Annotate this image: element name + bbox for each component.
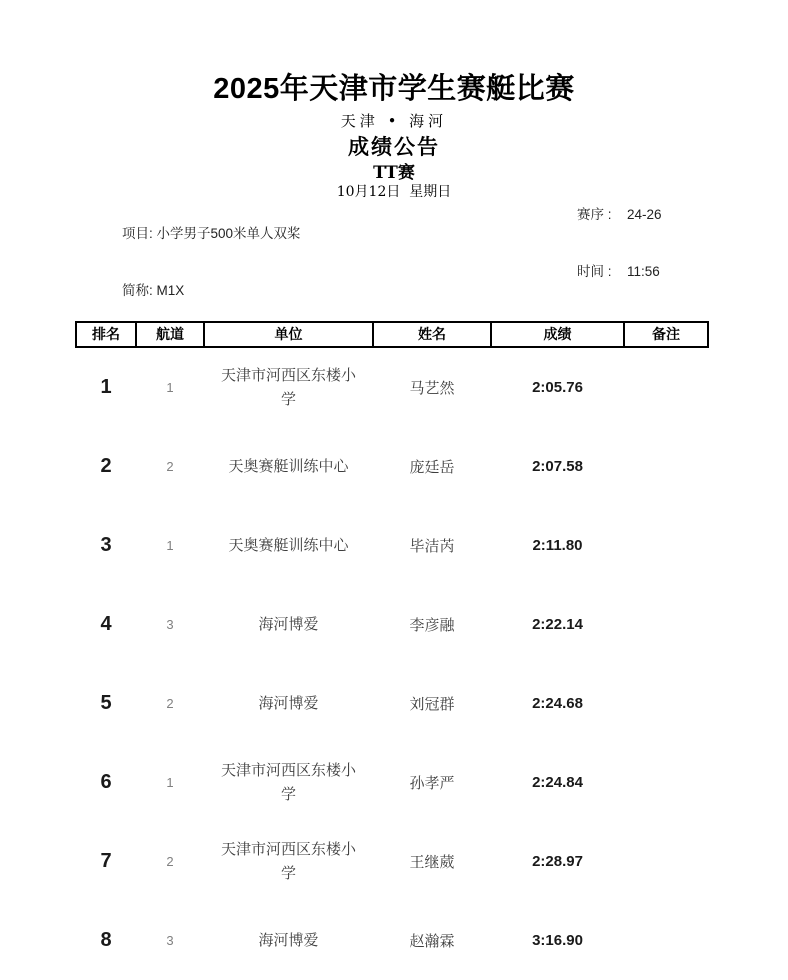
result-cell: 2:05.76 bbox=[532, 379, 583, 396]
venue-subtitle: 天津 • 海河 bbox=[340, 112, 448, 130]
remark-cell bbox=[624, 427, 708, 506]
unit-cell bbox=[204, 347, 373, 427]
abbreviation-field bbox=[75, 262, 184, 319]
race-order-label: 赛序 : bbox=[577, 207, 616, 222]
remark-cell bbox=[624, 347, 708, 427]
lane-cell: 3 bbox=[166, 617, 174, 632]
time-field bbox=[577, 262, 707, 281]
unit-text: 海河博爱 bbox=[258, 615, 319, 633]
rank-cell: 2 bbox=[100, 455, 112, 477]
lane-cell: 2 bbox=[166, 854, 174, 869]
race-order-value: 24-26 bbox=[627, 207, 662, 222]
table-row bbox=[76, 822, 708, 901]
event-info-row-1 bbox=[75, 205, 707, 262]
event-field bbox=[75, 205, 301, 262]
unit-text: 天奥赛艇训练中心 bbox=[228, 457, 349, 475]
time-label: 时间 : bbox=[577, 264, 616, 279]
rank-cell: 7 bbox=[100, 850, 112, 872]
result-cell: 2:11.80 bbox=[532, 537, 583, 554]
table-row bbox=[76, 743, 708, 822]
results-table bbox=[75, 321, 709, 980]
rank-cell: 3 bbox=[100, 534, 112, 556]
race-date: 10月12日 星期日 bbox=[336, 184, 452, 200]
time-value: 11:56 bbox=[627, 264, 660, 279]
table-row bbox=[76, 585, 708, 664]
unit-cell bbox=[204, 822, 373, 901]
announcement-title: 成绩公告 bbox=[348, 136, 440, 159]
rank-cell: 1 bbox=[100, 376, 112, 398]
unit-cell bbox=[204, 427, 373, 506]
unit-cell bbox=[204, 506, 373, 585]
name-cell: 李彦融 bbox=[409, 617, 455, 634]
unit-text: 天津市河西区东楼小学 bbox=[220, 841, 356, 882]
race-type-label: TT赛 bbox=[373, 163, 415, 183]
unit-text: 天津市河西区东楼小学 bbox=[220, 367, 356, 408]
race-order-field bbox=[577, 205, 707, 224]
unit-cell bbox=[204, 585, 373, 664]
abbreviation-value: M1X bbox=[156, 283, 185, 298]
event-info-row-2 bbox=[75, 262, 707, 319]
event-value: 小学男子500米单人双桨 bbox=[156, 226, 301, 241]
name-cell: 孙孝严 bbox=[409, 775, 455, 792]
lane-cell: 1 bbox=[166, 775, 174, 790]
table-row bbox=[76, 506, 708, 585]
lane-cell: 1 bbox=[166, 538, 174, 553]
unit-cell bbox=[204, 664, 373, 743]
rank-cell: 5 bbox=[100, 692, 112, 714]
result-cell: 2:07.58 bbox=[532, 458, 583, 475]
page-title: 2025年天津市学生赛艇比赛 bbox=[213, 73, 575, 105]
event-info-block bbox=[75, 205, 707, 319]
lane-cell: 1 bbox=[166, 380, 174, 395]
column-header-remark: 备注 bbox=[624, 322, 708, 347]
result-cell: 2:24.68 bbox=[532, 695, 583, 712]
column-header-rank: 排名 bbox=[76, 322, 136, 347]
rank-cell: 8 bbox=[100, 929, 112, 951]
unit-cell bbox=[204, 901, 373, 980]
column-header-result: 成绩 bbox=[491, 322, 624, 347]
lane-cell: 2 bbox=[166, 459, 174, 474]
table-row bbox=[76, 664, 708, 743]
lane-cell: 2 bbox=[166, 696, 174, 711]
name-cell: 赵瀚霖 bbox=[409, 933, 455, 950]
header-row bbox=[76, 322, 708, 347]
table-row bbox=[76, 347, 708, 427]
result-cell: 2:24.84 bbox=[532, 774, 583, 791]
unit-text: 海河博爱 bbox=[258, 931, 319, 949]
name-cell: 毕洁芮 bbox=[409, 538, 455, 555]
abbreviation-label: 简称: bbox=[122, 283, 157, 298]
table-row bbox=[76, 427, 708, 506]
unit-cell bbox=[204, 743, 373, 822]
name-cell: 马艺然 bbox=[409, 380, 455, 397]
results-table-body bbox=[76, 347, 708, 980]
name-cell: 刘冠群 bbox=[409, 696, 455, 713]
result-cell: 2:22.14 bbox=[532, 616, 583, 633]
event-label: 项目: bbox=[122, 226, 157, 241]
lane-cell: 3 bbox=[166, 933, 174, 948]
remark-cell bbox=[624, 506, 708, 585]
remark-cell bbox=[624, 743, 708, 822]
result-cell: 2:28.97 bbox=[532, 853, 583, 870]
remark-cell bbox=[624, 822, 708, 901]
remark-cell bbox=[624, 664, 708, 743]
remark-cell bbox=[624, 901, 708, 980]
column-header-name: 姓名 bbox=[373, 322, 491, 347]
remark-cell bbox=[624, 585, 708, 664]
column-header-lane: 航道 bbox=[136, 322, 204, 347]
table-row bbox=[76, 901, 708, 980]
document-header bbox=[0, 0, 788, 201]
unit-text: 海河博爱 bbox=[258, 694, 319, 712]
unit-text: 天津市河西区东楼小学 bbox=[220, 762, 356, 803]
rank-cell: 6 bbox=[100, 771, 112, 793]
unit-text: 天奥赛艇训练中心 bbox=[228, 536, 349, 554]
name-cell: 庞廷岳 bbox=[409, 459, 455, 476]
results-table-header bbox=[76, 322, 708, 347]
rank-cell: 4 bbox=[100, 613, 112, 635]
column-header-unit: 单位 bbox=[204, 322, 373, 347]
name-cell: 王继葳 bbox=[409, 854, 455, 871]
result-cell: 3:16.90 bbox=[532, 932, 583, 949]
